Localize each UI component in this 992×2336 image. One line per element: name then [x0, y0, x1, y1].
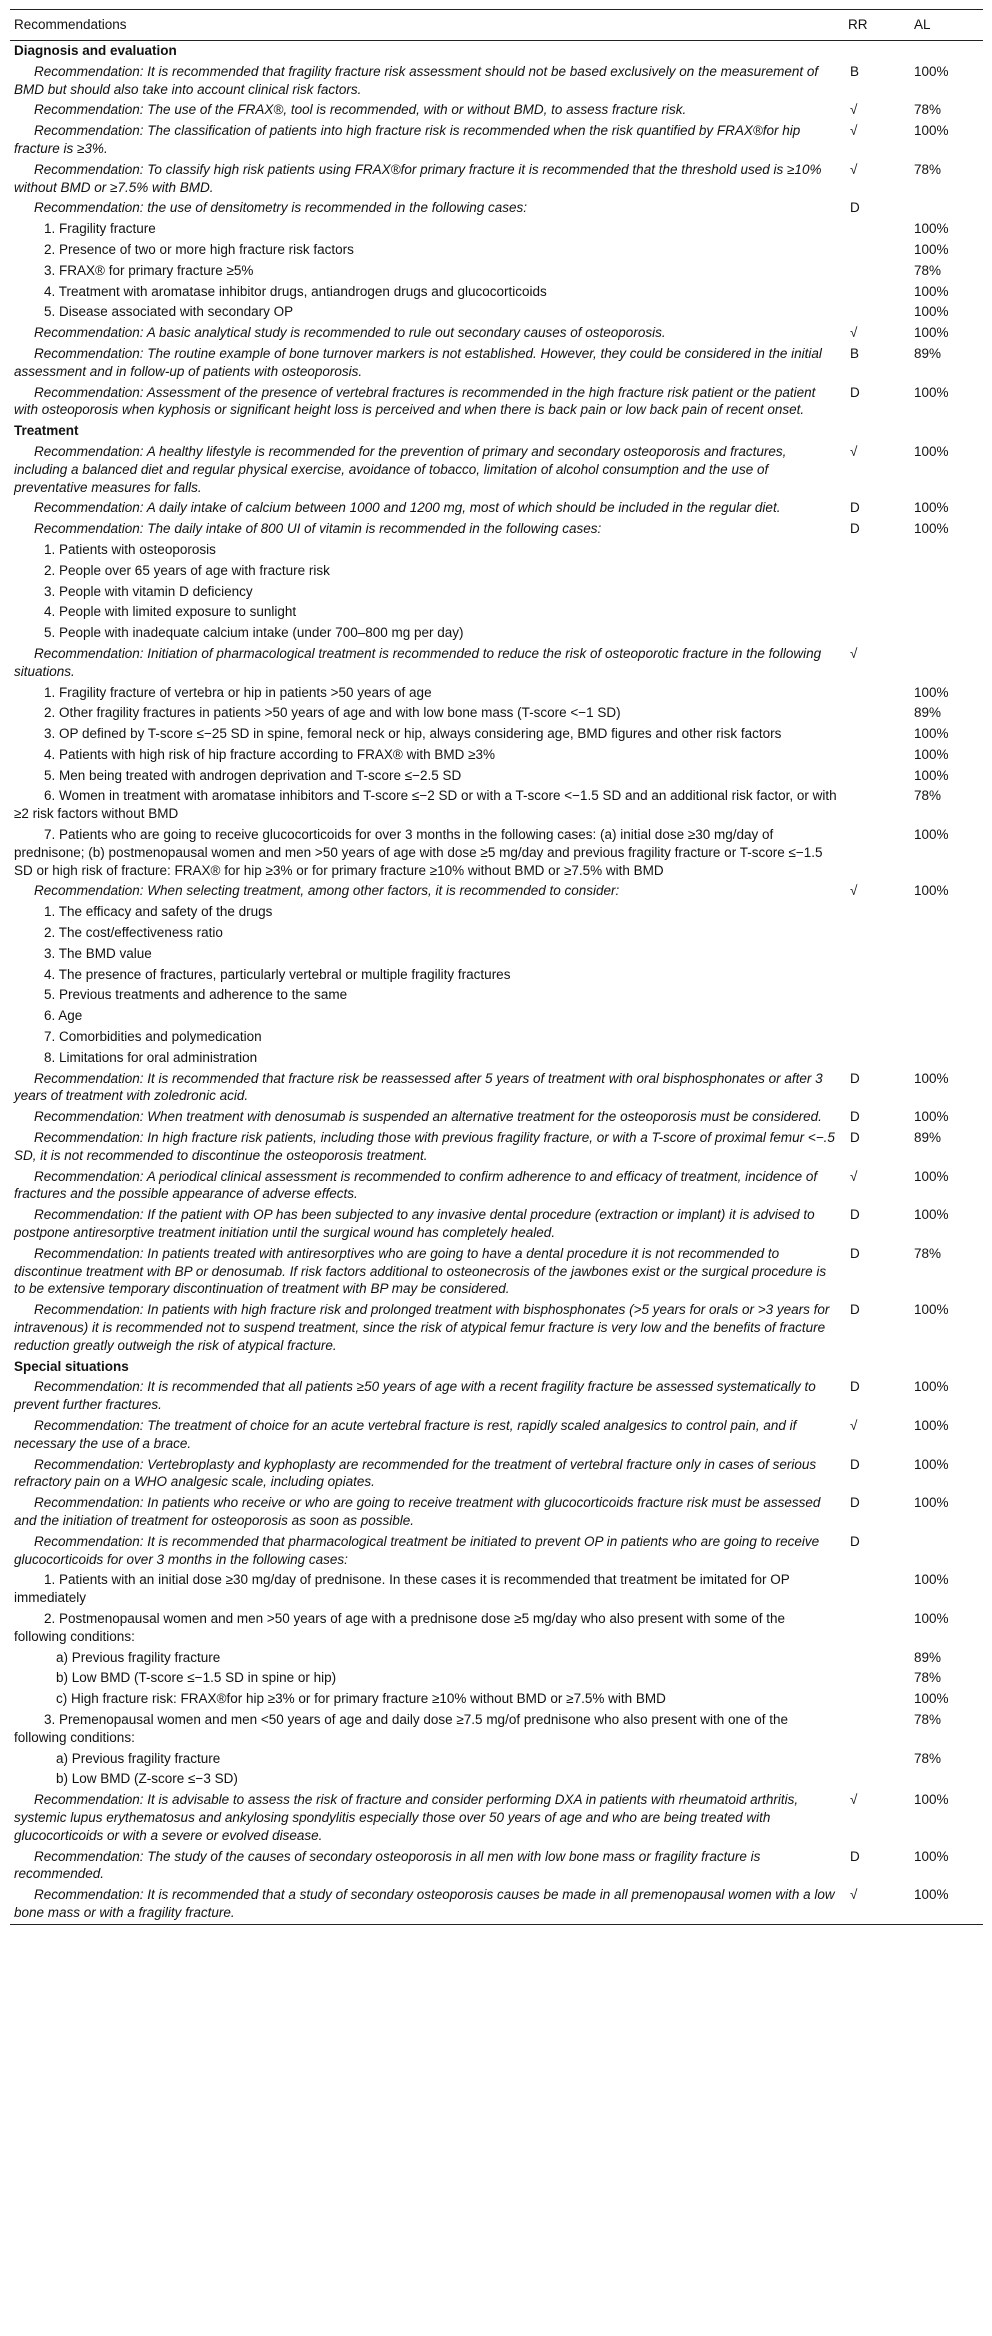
rr-cell [842, 1689, 896, 1710]
recommendation-row [10, 1847, 983, 1886]
rr-cell: D [850, 1379, 860, 1395]
recommendation-text: Recommendation: In high fracture risk patients, including those with previous fragility fracture, or with a T-score of proximal femur <−.5 SD, it is not recommended to discontinue the osteoporosis treatment. [14, 1130, 835, 1163]
recommendation-text: Recommendation: When selecting treatment, among other factors, it is recommended to consider: [34, 883, 620, 899]
recommendation-text: Recommendation: A periodical clinical assessment is recommended to confirm adherence to and efficacy of treatment, incidence of fractures and the possible appearance of adverse effects. [14, 1168, 818, 1202]
recommendation-text: Recommendation: Initiation of pharmacological treatment is recommended to reduce the risk of osteoporotic fracture in the following situations. [14, 645, 822, 679]
al-cell [896, 1048, 983, 1069]
list-item-row [10, 965, 983, 986]
al-cell: 89% [914, 1649, 942, 1665]
header-rr: RR [848, 17, 868, 33]
rr-cell [842, 1749, 896, 1770]
rr-cell: √ [850, 123, 858, 139]
al-cell: 100% [914, 1302, 949, 1318]
recommendation-row [10, 1128, 983, 1167]
recommendation-row [10, 1107, 983, 1128]
recommendation-text: Recommendation: The daily intake of 800 UI of vitamin is recommended in the following cases: [34, 521, 602, 537]
al-cell: 100% [914, 746, 949, 762]
al-cell [896, 540, 983, 561]
recommendation-text: 2. Presence of two or more high fracture risk factors [44, 241, 354, 257]
recommendation-text: 2. Other fragility fractures in patients >50 years of age and with low bone mass (T-score <−1 SD) [44, 705, 621, 721]
rr-cell: D [850, 521, 860, 537]
al-cell: 78% [914, 161, 942, 177]
rr-cell [842, 1609, 896, 1648]
recommendation-text: Recommendation: The use of the FRAX®, tool is recommended, with or without BMD, to assess fracture risk. [34, 102, 687, 118]
rr-cell: D [850, 1302, 860, 1318]
rr-cell [842, 1006, 896, 1027]
rr-cell: D [850, 1848, 860, 1864]
rr-cell: D [850, 1070, 860, 1086]
al-cell [896, 421, 983, 442]
rr-cell: D [850, 1495, 860, 1511]
recommendation-text: 3. FRAX® for primary fracture ≥5% [44, 262, 254, 278]
al-cell: 100% [914, 500, 949, 516]
rr-cell [842, 219, 896, 240]
recommendation-text: Recommendation: the use of densitometry is recommended in the following cases: [34, 200, 528, 216]
recommendation-row [10, 1885, 983, 1924]
al-cell: 100% [914, 1456, 949, 1472]
section-heading-row [10, 421, 983, 442]
sub-item-row [10, 1749, 983, 1770]
recommendation-text: Recommendation: In patients with high fracture risk and prolonged treatment with bisphosphonates (>5 years for orals or >3 years for intravenous) it is recommended not to suspend treatment, since the risk of atypical femur fracture is very low and the benefits of fracture reduction greatly outweigh the risk of atypical fracture. [14, 1302, 830, 1353]
rr-cell [842, 786, 896, 825]
list-item-row [10, 724, 983, 745]
recommendation-row [10, 1300, 983, 1356]
sub-item-row [10, 1668, 983, 1689]
recommendation-text: Recommendation: Assessment of the presence of vertebral fractures is recommended in the high fracture risk patient or the patient with osteoporosis when kyphosis or significant height loss is perceived and when there is back pain or low back pain of recent onset. [14, 384, 816, 418]
recommendation-text: 1. The efficacy and safety of the drugs [44, 904, 273, 920]
recommendation-text: Recommendation: Vertebroplasty and kyphoplasty are recommended for the treatment of vertebral fracture only in cases of serious refractory pain on a WHO analgesic scale, including opiates. [14, 1456, 817, 1490]
al-cell [896, 1027, 983, 1048]
rr-cell [842, 1357, 896, 1378]
al-cell: 100% [914, 1417, 949, 1433]
recommendation-text: a) Previous fragility fracture [56, 1750, 221, 1766]
recommendation-row [10, 100, 983, 121]
rr-cell [842, 1570, 896, 1609]
al-cell [896, 602, 983, 623]
recommendation-row [10, 644, 983, 683]
recommendation-text: a) Previous fragility fracture [56, 1649, 221, 1665]
recommendation-row [10, 344, 983, 383]
recommendation-text: 6. Women in treatment with aromatase inhibitors and T-score ≤−2 SD or with a T-score <−1.5 SD and an additional risk factor, or with ≥2 risk factors without BMD [14, 788, 837, 822]
rr-cell: √ [850, 883, 858, 899]
recommendation-text: 2. The cost/effectiveness ratio [44, 925, 223, 941]
rr-cell [842, 985, 896, 1006]
section-title: Special situations [14, 1358, 129, 1374]
al-cell: 100% [914, 1848, 949, 1864]
list-item-row [10, 786, 983, 825]
recommendation-text: Recommendation: It is recommended that fracture risk be reassessed after 5 years of treatment with oral bisphosphonates or after 3 years of treatment with zoledronic acid. [14, 1070, 823, 1104]
recommendation-text: 3. OP defined by T-score ≤−25 SD in spine, femoral neck or hip, always considering age, BMD figures and other risk factors [44, 726, 782, 742]
list-item-row [10, 1570, 983, 1609]
rr-cell [842, 240, 896, 261]
rr-cell: D [850, 1533, 860, 1549]
recommendation-row [10, 1167, 983, 1206]
al-cell: 100% [914, 1070, 949, 1086]
rr-cell: B [850, 63, 860, 79]
rr-cell: √ [850, 1417, 858, 1433]
recommendation-text: 1. Fragility fracture of vertebra or hip in patients >50 years of age [44, 684, 432, 700]
list-item-row [10, 825, 983, 881]
al-cell [896, 198, 983, 219]
rr-cell [842, 1048, 896, 1069]
list-item-row [10, 766, 983, 787]
list-item-row [10, 261, 983, 282]
recommendation-row [10, 498, 983, 519]
rr-cell: D [850, 1109, 860, 1125]
al-cell: 100% [914, 1691, 949, 1707]
sub-item-row [10, 1769, 983, 1790]
al-cell: 100% [914, 384, 949, 400]
recommendation-text: Recommendation: It is recommended that a study of secondary osteoporosis causes be made in all premenopausal women with a low bone mass or with a fragility fracture. [14, 1887, 835, 1920]
al-cell [896, 902, 983, 923]
rr-cell: D [850, 1207, 860, 1223]
list-item-row [10, 623, 983, 644]
recommendation-text: 4. The presence of fractures, particularly vertebral or multiple fragility fractures [44, 966, 511, 982]
recommendation-text: 4. Treatment with aromatase inhibitor drugs, antiandrogen drugs and glucocorticoids [44, 283, 547, 299]
al-cell [896, 561, 983, 582]
al-cell: 100% [914, 304, 949, 320]
recommendation-text: 2. Postmenopausal women and men >50 years of age with a prednisone dose ≥5 mg/day who also present with some of the following conditions: [14, 1610, 785, 1644]
header-recommendations: Recommendations [14, 17, 127, 33]
rr-cell [842, 902, 896, 923]
recommendation-row [10, 1790, 983, 1846]
rr-cell: √ [850, 325, 858, 341]
al-cell: 100% [914, 1379, 949, 1395]
al-cell: 100% [914, 123, 949, 139]
rr-cell: B [850, 345, 860, 361]
recommendation-text: b) Low BMD (T-score ≤−1.5 SD in spine or hip) [56, 1670, 337, 1686]
recommendation-row [10, 1493, 983, 1532]
rr-cell [842, 944, 896, 965]
recommendation-text: 1. Patients with an initial dose ≥30 mg/day of prednisone. In these cases it is recommended that treatment be imitated for OP immediately [14, 1572, 790, 1606]
recommendation-row [10, 1416, 983, 1455]
recommendation-text: 7. Patients who are going to receive glucocorticoids for over 3 months in the following cases: (a) initial dose ≥30 mg/day of prednisone; (b) postmenopausal women and men >50 years of age with dose ≥5 mg/day and previous fragility fracture or T-score ≤−1.5 SD or high risk of fracture: FRAX® for hip ≥3% or for primary fracture ≥10% without BMD or ≥7.5% with BMD [14, 827, 823, 878]
recommendation-row [10, 881, 983, 902]
al-cell [896, 41, 983, 62]
rr-cell [842, 766, 896, 787]
recommendation-text: 5. Disease associated with secondary OP [44, 304, 294, 320]
list-item-row [10, 302, 983, 323]
rr-cell: D [850, 1456, 860, 1472]
list-item-row [10, 923, 983, 944]
rr-cell: D [850, 500, 860, 516]
al-cell: 100% [914, 221, 949, 237]
al-cell [896, 1006, 983, 1027]
al-cell: 100% [914, 1207, 949, 1223]
recommendation-text: Recommendation: The treatment of choice for an acute vertebral fracture is rest, rapidly scaled analgesics to control pain, and if necessary the use of a brace. [14, 1417, 797, 1451]
al-cell [896, 644, 983, 683]
rr-cell [842, 1027, 896, 1048]
table-body [10, 41, 983, 1925]
rr-cell: √ [850, 1168, 858, 1184]
section-heading-row [10, 41, 983, 62]
rr-cell [842, 282, 896, 303]
list-item-row [10, 985, 983, 1006]
al-cell: 100% [914, 883, 949, 899]
sub-item-row [10, 1689, 983, 1710]
list-item-row [10, 540, 983, 561]
al-cell: 100% [914, 767, 949, 783]
al-cell: 100% [914, 283, 949, 299]
al-cell: 78% [914, 1711, 942, 1727]
list-item-row [10, 1027, 983, 1048]
al-cell: 100% [914, 241, 949, 257]
rr-cell: D [850, 1245, 860, 1261]
al-cell: 100% [914, 325, 949, 341]
rr-cell [842, 703, 896, 724]
recommendations-table [10, 9, 983, 1925]
al-cell: 78% [914, 262, 942, 278]
rr-cell: D [850, 200, 860, 216]
recommendation-text: 1. Fragility fracture [44, 221, 156, 237]
al-cell: 100% [914, 443, 949, 459]
rr-cell [842, 1648, 896, 1669]
recommendation-text: 3. Premenopausal women and men <50 years of age and daily dose ≥7.5 mg/of prednisone who also present with one of the following conditions: [14, 1711, 789, 1745]
rr-cell [842, 923, 896, 944]
list-item-row [10, 745, 983, 766]
rr-cell: √ [850, 645, 858, 661]
al-cell: 78% [914, 102, 942, 118]
recommendation-text: Recommendation: To classify high risk patients using FRAX®for primary fracture it is recommended that the threshold used is ≥10% without BMD or ≥7.5% with BMD. [14, 161, 822, 195]
al-cell [896, 623, 983, 644]
recommendation-text: 5. People with inadequate calcium intake (under 700–800 mg per day) [44, 625, 464, 641]
al-cell [896, 944, 983, 965]
rr-cell [842, 1710, 896, 1749]
al-cell [896, 923, 983, 944]
recommendation-row [10, 383, 983, 422]
recommendation-text: Recommendation: A healthy lifestyle is recommended for the prevention of primary and secondary osteoporosis and fractures, including a balanced diet and regular physical exercise, avoidance of tobacco, limitation of alcohol consumption and the use of preventative measures for falls. [14, 443, 787, 495]
recommendation-text: Recommendation: In patients who receive or who are going to receive treatment with glucocorticoids fracture risk must be assessed and the initiation of treatment for osteoporosis as soon as possible. [14, 1495, 821, 1528]
rr-cell: √ [850, 443, 858, 459]
list-item-row [10, 1006, 983, 1027]
recommendation-row [10, 62, 983, 101]
list-item-row [10, 282, 983, 303]
recommendation-text: Recommendation: A daily intake of calcium between 1000 and 1200 mg, most of which should be included in the regular diet. [34, 500, 781, 516]
recommendation-text: 7. Comorbidities and polymedication [44, 1029, 262, 1045]
recommendation-text: 5. Previous treatments and adherence to the same [44, 987, 348, 1003]
rr-cell [842, 261, 896, 282]
rr-cell [842, 302, 896, 323]
rr-cell: √ [850, 102, 858, 118]
recommendation-text: c) High fracture risk: FRAX®for hip ≥3% or for primary fracture ≥10% without BMD or ≥7.5% with BMD [56, 1691, 666, 1707]
recommendation-text: Recommendation: It is recommended that pharmacological treatment be initiated to prevent OP in patients who are going to receive glucocorticoids for over 3 months in the following cases: [14, 1533, 820, 1567]
list-item-row [10, 602, 983, 623]
al-cell [896, 582, 983, 603]
recommendation-text: Recommendation: The study of the causes of secondary osteoporosis in all men with low bone mass or fragility fracture is recommended. [14, 1848, 761, 1882]
recommendation-row [10, 1244, 983, 1300]
section-heading-row [10, 1357, 983, 1378]
al-cell: 78% [914, 788, 942, 804]
al-cell [896, 1532, 983, 1571]
al-cell: 100% [914, 684, 949, 700]
rr-cell: √ [850, 1792, 858, 1808]
al-cell: 100% [914, 521, 949, 537]
rr-cell [842, 41, 896, 62]
recommendation-text: Recommendation: It is recommended that all patients ≥50 years of age with a recent fragility fracture be assessed systematically to prevent further fractures. [14, 1379, 816, 1413]
recommendation-text: Recommendation: The routine example of bone turnover markers is not established. However, they could be considered in the initial assessment and in follow-up of patients with osteoporosis. [14, 345, 822, 379]
recommendation-text: Recommendation: The classification of patients into high fracture risk is recommended when the risk quantified by FRAX®for hip fracture is ≥3%. [14, 123, 801, 156]
recommendation-text: Recommendation: In patients treated with antiresorptives who are going to have a dental procedure it is not recommended to discontinue treatment with BP or denosumab. If risk factors additional to osteonecrosis of the jawbones exist or the surgical procedure is to be extensive temporary discontinuation of treatment with BP may be considered. [14, 1245, 827, 1297]
rr-cell [842, 825, 896, 881]
al-cell [896, 1357, 983, 1378]
rr-cell [842, 421, 896, 442]
rr-cell: D [850, 384, 860, 400]
al-cell: 78% [914, 1245, 942, 1261]
recommendation-row [10, 442, 983, 498]
recommendation-row [10, 121, 983, 160]
recommendation-row [10, 323, 983, 344]
recommendation-text: 3. People with vitamin D deficiency [44, 583, 253, 599]
recommendation-text: 1. Patients with osteoporosis [44, 541, 216, 557]
recommendation-text: 8. Limitations for oral administration [44, 1049, 258, 1065]
header-row [10, 10, 983, 41]
recommendation-row [10, 1532, 983, 1571]
recommendation-text: 4. Patients with high risk of hip fracture according to FRAX® with BMD ≥3% [44, 746, 496, 762]
recommendation-text: 4. People with limited exposure to sunlight [44, 604, 297, 620]
rr-cell [842, 1769, 896, 1790]
recommendation-text: Recommendation: It is recommended that fragility fracture risk assessment should not be based exclusively on the measurement of BMD but should also take into account clinical risk factors. [14, 63, 819, 97]
recommendation-text: Recommendation: A basic analytical study is recommended to rule out secondary causes of osteoporosis. [34, 325, 666, 341]
list-item-row [10, 944, 983, 965]
recommendation-row [10, 1377, 983, 1416]
recommendation-row [10, 160, 983, 199]
al-cell: 78% [914, 1670, 942, 1686]
al-cell: 89% [914, 705, 942, 721]
rr-cell [842, 724, 896, 745]
list-item-row [10, 240, 983, 261]
recommendation-row [10, 198, 983, 219]
recommendation-text: 2. People over 65 years of age with fracture risk [44, 562, 330, 578]
al-cell: 100% [914, 827, 949, 843]
rr-cell [842, 683, 896, 704]
recommendation-row [10, 1205, 983, 1244]
list-item-row [10, 1710, 983, 1749]
al-cell: 100% [914, 1572, 949, 1588]
section-title: Diagnosis and evaluation [14, 43, 177, 58]
list-item-row [10, 703, 983, 724]
recommendation-row [10, 1069, 983, 1108]
al-cell: 100% [914, 726, 949, 742]
recommendation-row [10, 519, 983, 540]
al-cell [896, 985, 983, 1006]
rr-cell [842, 561, 896, 582]
rr-cell [842, 745, 896, 766]
list-item-row [10, 683, 983, 704]
al-cell: 100% [914, 1109, 949, 1125]
list-item-row [10, 1609, 983, 1648]
rr-cell [842, 1668, 896, 1689]
recommendation-text: 3. The BMD value [44, 945, 152, 961]
list-item-row [10, 561, 983, 582]
al-cell: 100% [914, 1168, 949, 1184]
rr-cell: √ [850, 1887, 858, 1903]
recommendation-text: b) Low BMD (Z-score ≤−3 SD) [56, 1771, 238, 1787]
header-al: AL [914, 17, 931, 33]
list-item-row [10, 219, 983, 240]
recommendation-row [10, 1455, 983, 1494]
recommendation-text: 5. Men being treated with androgen deprivation and T-score ≤−2.5 SD [44, 767, 462, 783]
al-cell [896, 1769, 983, 1790]
section-title: Treatment [14, 423, 79, 439]
al-cell: 100% [914, 1887, 949, 1903]
al-cell: 89% [914, 1130, 942, 1146]
table-header [10, 10, 983, 41]
rr-cell [842, 623, 896, 644]
al-cell: 100% [914, 1792, 949, 1808]
rr-cell: √ [850, 161, 858, 177]
list-item-row [10, 582, 983, 603]
al-cell [896, 965, 983, 986]
sub-item-row [10, 1648, 983, 1669]
al-cell: 78% [914, 1750, 942, 1766]
rr-cell [842, 602, 896, 623]
rr-cell: D [850, 1130, 860, 1146]
rr-cell [842, 540, 896, 561]
al-cell: 89% [914, 345, 942, 361]
recommendation-text: 6. Age [44, 1008, 83, 1024]
al-cell: 100% [914, 1610, 949, 1626]
rr-cell [842, 582, 896, 603]
al-cell: 100% [914, 63, 949, 79]
recommendation-text: Recommendation: When treatment with denosumab is suspended an alternative treatment for the osteoporosis must be considered. [34, 1109, 822, 1125]
list-item-row [10, 1048, 983, 1069]
rr-cell [842, 965, 896, 986]
recommendation-text: Recommendation: It is advisable to assess the risk of fracture and consider performing DXA in patients with rheumatoid arthritis, systemic lupus erythematosus and ankylosing spondylitis especially those over 50 years of age and who are being treated with glucocorticoids or with a severe or evolved disease. [14, 1792, 799, 1843]
al-cell: 100% [914, 1495, 949, 1511]
recommendation-text: Recommendation: If the patient with OP has been subjected to any invasive dental procedure (extraction or implant) it is advised to postpone antiresorptive treatment initiation until the surgical wound has completely healed. [14, 1207, 815, 1241]
list-item-row [10, 902, 983, 923]
